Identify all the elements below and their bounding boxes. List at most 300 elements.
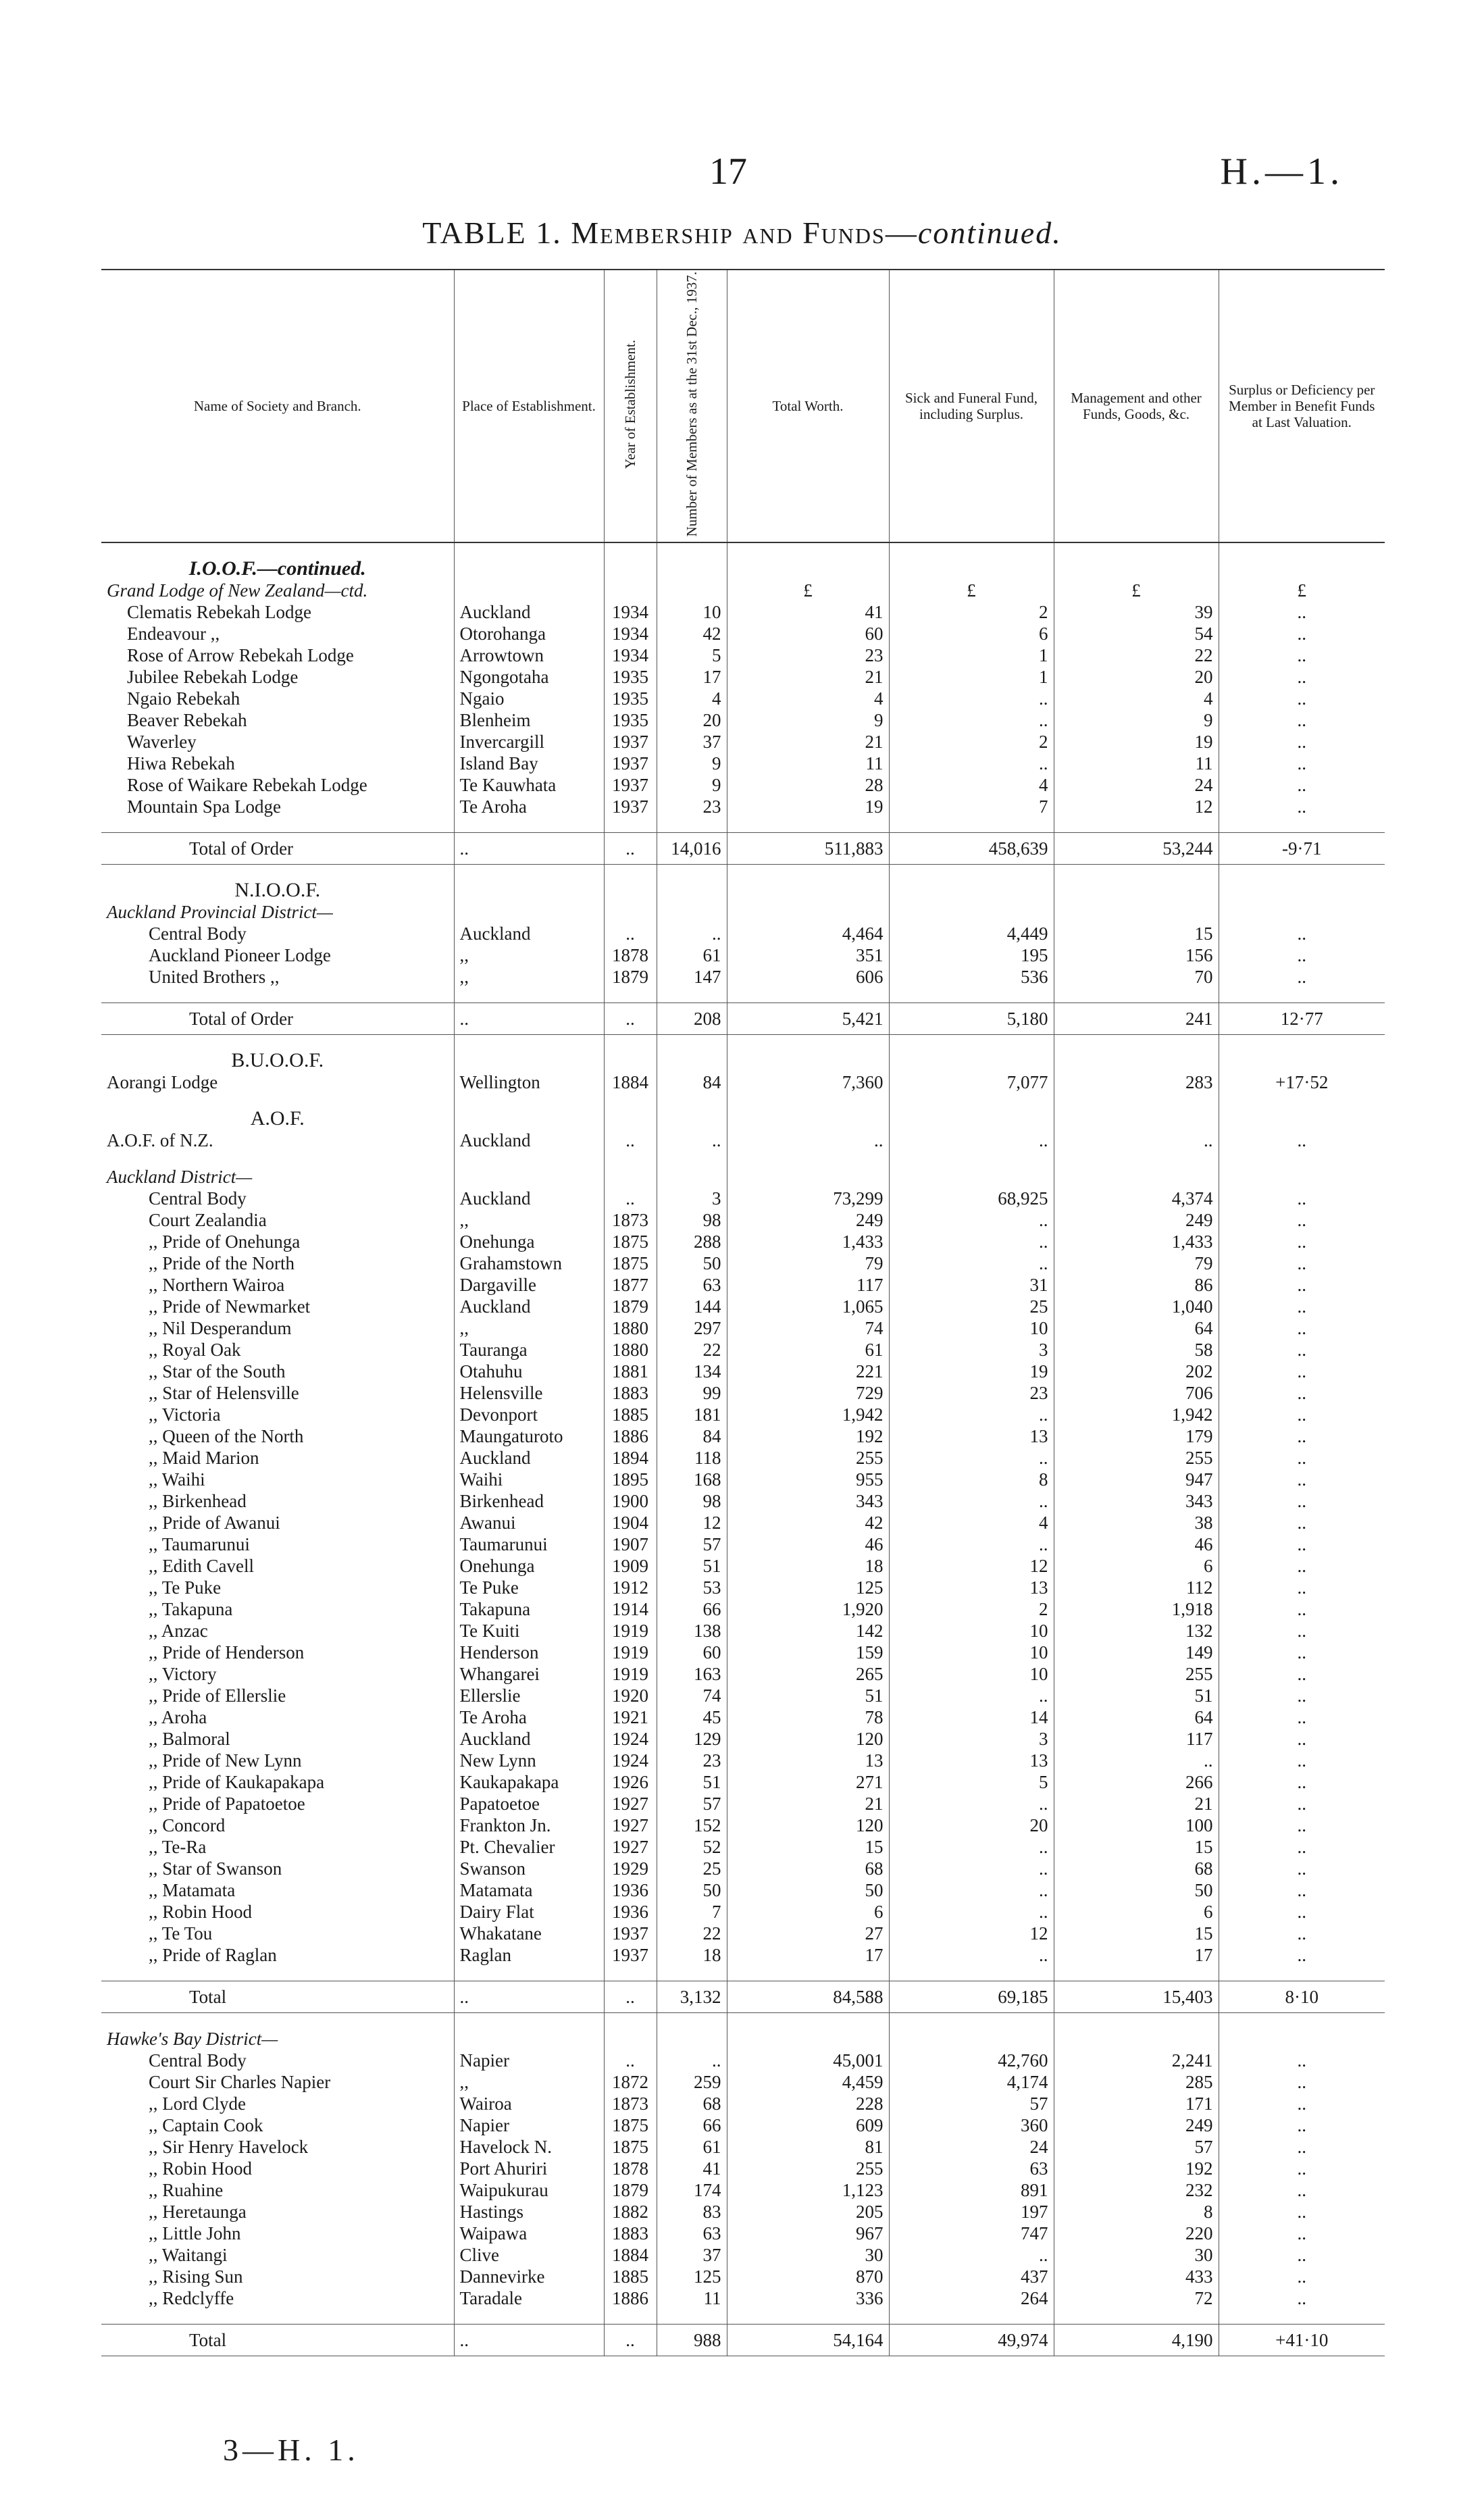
cell-year: 1919 — [604, 1642, 657, 1663]
cell-sick: 6 — [889, 623, 1054, 644]
cell-worth: 19 — [727, 796, 889, 817]
cell-name: A.O.F. of N.Z. — [107, 1129, 213, 1150]
table-row — [101, 2050, 1385, 2071]
cell-sick: 4 — [889, 1512, 1054, 1533]
cell-year: 1884 — [604, 1071, 657, 1093]
cell-year: 1937 — [604, 1944, 657, 1966]
cell-worth: 606 — [727, 966, 889, 988]
section-grand-lodge: Grand Lodge of New Zealand—ctd. — [107, 580, 368, 601]
cell-members: 57 — [657, 1533, 727, 1555]
cell-mgmt: 38 — [1054, 1512, 1219, 1533]
cell-name: ,, Taumarunui — [149, 1533, 250, 1554]
cell-mgmt: 132 — [1054, 1620, 1219, 1642]
cell-mgmt: 220 — [1054, 2223, 1219, 2244]
cell-year: 1886 — [604, 1425, 657, 1447]
cell-mgmt: 54 — [1054, 623, 1219, 644]
cell-members: 168 — [657, 1469, 727, 1490]
table-row — [101, 1317, 1385, 1339]
cell-surplus: .. — [1219, 1425, 1385, 1447]
cell-surplus: .. — [1219, 1296, 1385, 1317]
cell-name: ,, Birkenhead — [149, 1490, 247, 1511]
total-row — [101, 832, 1385, 864]
cell-members: .. — [657, 1129, 727, 1151]
cell-mgmt: 433 — [1054, 2266, 1219, 2287]
cell-surplus: .. — [1219, 2201, 1385, 2223]
table-row — [101, 753, 1385, 774]
cell-place: Helensville — [454, 1382, 604, 1404]
total-members: 3,132 — [657, 1981, 727, 2012]
cell-members: 84 — [657, 1071, 727, 1093]
cell-mgmt: 39 — [1054, 601, 1219, 623]
cell-place: Kaukapakapa — [454, 1771, 604, 1793]
cell-mgmt: 706 — [1054, 1382, 1219, 1404]
total-place: .. — [454, 832, 604, 864]
cell-members: 51 — [657, 1771, 727, 1793]
table-row — [101, 688, 1385, 709]
cell-surplus: .. — [1219, 1879, 1385, 1901]
cell-year: 1935 — [604, 709, 657, 731]
cell-sick: .. — [889, 1447, 1054, 1469]
page-number: 17 — [709, 151, 747, 193]
cell-surplus: .. — [1219, 2179, 1385, 2201]
membership-funds-table — [101, 269, 1385, 2356]
cell-year: 1936 — [604, 1901, 657, 1923]
cell-worth: 255 — [727, 2158, 889, 2179]
cell-surplus: .. — [1219, 601, 1385, 623]
table-row — [101, 1209, 1385, 1231]
cell-worth: 68 — [727, 1858, 889, 1879]
cell-members: 144 — [657, 1296, 727, 1317]
cell-worth: 142 — [727, 1620, 889, 1642]
cell-sick: 10 — [889, 1620, 1054, 1642]
cell-place: Island Bay — [454, 753, 604, 774]
cell-members: 61 — [657, 944, 727, 966]
total-members: 14,016 — [657, 832, 727, 864]
cell-mgmt: 20 — [1054, 666, 1219, 688]
table-row — [101, 2071, 1385, 2093]
cell-name: ,, Little John — [149, 2223, 241, 2243]
cell-name: Aorangi Lodge — [107, 1071, 218, 1092]
table-row — [101, 1836, 1385, 1858]
cell-worth: 1,433 — [727, 1231, 889, 1252]
cell-name: ,, Pride of Awanui — [149, 1512, 280, 1533]
cell-place: Swanson — [454, 1858, 604, 1879]
cell-mgmt: 12 — [1054, 796, 1219, 817]
cell-year: 1881 — [604, 1361, 657, 1382]
cell-worth: 221 — [727, 1361, 889, 1382]
table-header — [101, 270, 1385, 542]
cell-sick: 264 — [889, 2287, 1054, 2309]
cell-sick: .. — [889, 1793, 1054, 1814]
cell-worth: 955 — [727, 1469, 889, 1490]
cell-surplus: .. — [1219, 774, 1385, 796]
cell-members: 9 — [657, 774, 727, 796]
cell-name: Endeavour ,, — [127, 623, 220, 644]
cell-members: 66 — [657, 1598, 727, 1620]
document-reference: H.—1. — [1220, 151, 1344, 193]
table-row — [101, 666, 1385, 688]
cell-place: Takapuna — [454, 1598, 604, 1620]
cell-surplus: .. — [1219, 731, 1385, 753]
cell-year: 1879 — [604, 966, 657, 988]
cell-mgmt: 17 — [1054, 1944, 1219, 1966]
cell-year: 1875 — [604, 1252, 657, 1274]
cell-worth: 11 — [727, 753, 889, 774]
cell-name: Auckland Pioneer Lodge — [149, 944, 331, 965]
cell-worth: 81 — [727, 2136, 889, 2158]
cell-members: 9 — [657, 753, 727, 774]
cell-surplus: .. — [1219, 1901, 1385, 1923]
cell-place: Auckland — [454, 1129, 604, 1151]
cell-members: 259 — [657, 2071, 727, 2093]
cell-name: ,, Pride of New Lynn — [149, 1750, 302, 1771]
cell-year: 1885 — [604, 1404, 657, 1425]
cell-name: ,, Pride of Papatoetoe — [149, 1793, 305, 1814]
cell-mgmt: 192 — [1054, 2158, 1219, 2179]
cell-worth: 9 — [727, 709, 889, 731]
cell-worth: 60 — [727, 623, 889, 644]
section-heading-row — [101, 880, 1385, 901]
table-row — [101, 1620, 1385, 1642]
cell-members: 181 — [657, 1404, 727, 1425]
cell-sick: 10 — [889, 1317, 1054, 1339]
cell-name: Ngaio Rebekah — [127, 688, 240, 709]
cell-year: 1877 — [604, 1274, 657, 1296]
cell-worth: 729 — [727, 1382, 889, 1404]
cell-name: ,, Redclyffe — [149, 2287, 234, 2308]
cell-name: ,, Pride of Onehunga — [149, 1231, 301, 1252]
cell-members: 57 — [657, 1793, 727, 1814]
cell-sick: 12 — [889, 1555, 1054, 1577]
cell-place: Taradale — [454, 2287, 604, 2309]
cell-place: Ellerslie — [454, 1685, 604, 1706]
table-row — [101, 1425, 1385, 1447]
cell-place: Onehunga — [454, 1555, 604, 1577]
cell-surplus: +17·52 — [1219, 1071, 1385, 1093]
cell-mgmt: .. — [1054, 1750, 1219, 1771]
cell-members: 42 — [657, 623, 727, 644]
cell-worth: 249 — [727, 1209, 889, 1231]
cell-members: 23 — [657, 796, 727, 817]
cell-worth: 74 — [727, 1317, 889, 1339]
cell-mgmt: 2,241 — [1054, 2050, 1219, 2071]
cell-worth: 17 — [727, 1944, 889, 1966]
cell-sick: 747 — [889, 2223, 1054, 2244]
cell-sick: 31 — [889, 1274, 1054, 1296]
total-members: 208 — [657, 1002, 727, 1034]
cell-members: 297 — [657, 1317, 727, 1339]
cell-mgmt: 1,433 — [1054, 1231, 1219, 1252]
cell-mgmt: 70 — [1054, 966, 1219, 988]
table-row — [101, 2244, 1385, 2266]
cell-place: Onehunga — [454, 1231, 604, 1252]
cell-year: 1909 — [604, 1555, 657, 1577]
cell-name: ,, Queen of the North — [149, 1425, 304, 1446]
cell-members: 125 — [657, 2266, 727, 2287]
cell-worth: 23 — [727, 644, 889, 666]
cell-worth: 1,920 — [727, 1598, 889, 1620]
cell-name: Rose of Arrow Rebekah Lodge — [127, 644, 354, 665]
cell-name: ,, Ruahine — [149, 2179, 224, 2200]
cell-surplus: .. — [1219, 2266, 1385, 2287]
cell-members: 147 — [657, 966, 727, 988]
cell-surplus: .. — [1219, 1404, 1385, 1425]
total-name: Total of Order — [101, 1002, 454, 1034]
cell-surplus: .. — [1219, 966, 1385, 988]
cell-sick: .. — [889, 1836, 1054, 1858]
table-title-main: Membership and Funds— — [571, 215, 918, 250]
cell-year: 1878 — [604, 944, 657, 966]
cell-name: Central Body — [149, 1188, 247, 1209]
cell-members: 22 — [657, 1923, 727, 1944]
total-surplus: 12·77 — [1219, 1002, 1385, 1034]
cell-name: ,, Northern Wairoa — [149, 1274, 285, 1295]
cell-members: 18 — [657, 1944, 727, 1966]
cell-members: .. — [657, 923, 727, 944]
cell-name: ,, Robin Hood — [149, 2158, 253, 2179]
cell-surplus: .. — [1219, 796, 1385, 817]
cell-members: 20 — [657, 709, 727, 731]
table-row — [101, 1706, 1385, 1728]
total-sick: 5,180 — [889, 1002, 1054, 1034]
table-row — [101, 2136, 1385, 2158]
cell-year: 1883 — [604, 1382, 657, 1404]
cell-worth: 21 — [727, 731, 889, 753]
cell-worth: 78 — [727, 1706, 889, 1728]
cell-sick: 13 — [889, 1577, 1054, 1598]
cell-place: ,, — [454, 944, 604, 966]
cell-name: ,, Pride of Kaukapakapa — [149, 1771, 325, 1792]
cell-members: 51 — [657, 1555, 727, 1577]
cell-worth: 28 — [727, 774, 889, 796]
table-row — [101, 1129, 1385, 1151]
cell-surplus: .. — [1219, 1577, 1385, 1598]
cell-place: Wairoa — [454, 2093, 604, 2114]
cell-worth: 30 — [727, 2244, 889, 2266]
cell-place: Wellington — [454, 1071, 604, 1093]
cell-name: Central Body — [149, 2050, 247, 2071]
cell-name: ,, Waitangi — [149, 2244, 228, 2265]
cell-sick: 4,449 — [889, 923, 1054, 944]
cell-sick: 3 — [889, 1728, 1054, 1750]
cell-name: Waverley — [127, 731, 197, 752]
total-mgmt: 241 — [1054, 1002, 1219, 1034]
cell-name: Mountain Spa Lodge — [127, 796, 281, 817]
cell-name: Clematis Rebekah Lodge — [127, 601, 311, 622]
total-year: .. — [604, 1981, 657, 2012]
cell-surplus: .. — [1219, 2136, 1385, 2158]
cell-members: 99 — [657, 1382, 727, 1404]
cell-worth: 967 — [727, 2223, 889, 2244]
cell-place: Auckland — [454, 1447, 604, 1469]
cell-surplus: .. — [1219, 688, 1385, 709]
col-header-sick: Sick and Funeral Fund, including Surplus. — [889, 270, 1054, 542]
section-heading-row — [101, 1108, 1385, 1129]
cell-mgmt: 64 — [1054, 1317, 1219, 1339]
col-header-name: Name of Society and Branch. — [101, 270, 454, 542]
cell-name: ,, Takapuna — [149, 1598, 233, 1619]
cell-sick: .. — [889, 688, 1054, 709]
cell-year: 1937 — [604, 796, 657, 817]
cell-surplus: .. — [1219, 1706, 1385, 1728]
total-mgmt: 53,244 — [1054, 832, 1219, 864]
cell-name: ,, Concord — [149, 1814, 226, 1835]
cell-sick: 57 — [889, 2093, 1054, 2114]
cell-year: 1873 — [604, 1209, 657, 1231]
section-ioof: I.O.O.F.—continued. — [188, 557, 366, 580]
cell-mgmt: 249 — [1054, 1209, 1219, 1231]
table-row — [101, 1490, 1385, 1512]
cell-worth: 609 — [727, 2114, 889, 2136]
table-row — [101, 1447, 1385, 1469]
cell-name: ,, Star of the South — [149, 1361, 286, 1381]
cell-sick: .. — [889, 709, 1054, 731]
cell-surplus: .. — [1219, 709, 1385, 731]
table-row — [101, 2093, 1385, 2114]
cell-sick: 19 — [889, 1361, 1054, 1382]
total-mgmt: 4,190 — [1054, 2324, 1219, 2356]
cell-year: 1875 — [604, 1231, 657, 1252]
cell-year: 1882 — [604, 2201, 657, 2223]
cell-surplus: .. — [1219, 2071, 1385, 2093]
cell-name: ,, Pride of the North — [149, 1252, 295, 1273]
cell-sick: 5 — [889, 1771, 1054, 1793]
cell-year: 1873 — [604, 2093, 657, 2114]
cell-surplus: .. — [1219, 1129, 1385, 1151]
cell-sick: .. — [889, 1901, 1054, 1923]
cell-sick: 7 — [889, 796, 1054, 817]
cell-members: 118 — [657, 1447, 727, 1469]
section-heading-row — [101, 901, 1385, 923]
cell-place: Te Kauwhata — [454, 774, 604, 796]
cell-name: ,, Aroha — [149, 1706, 207, 1727]
cell-members: 45 — [657, 1706, 727, 1728]
cell-members: 129 — [657, 1728, 727, 1750]
cell-surplus: .. — [1219, 1771, 1385, 1793]
table-row — [101, 944, 1385, 966]
cell-year: 1904 — [604, 1512, 657, 1533]
cell-name: ,, Maid Marion — [149, 1447, 259, 1468]
table-row — [101, 1339, 1385, 1361]
cell-mgmt: 58 — [1054, 1339, 1219, 1361]
cell-sick: .. — [889, 2244, 1054, 2266]
cell-place: Raglan — [454, 1944, 604, 1966]
cell-name: ,, Anzac — [149, 1620, 208, 1641]
cell-place: Taumarunui — [454, 1533, 604, 1555]
cell-sick: 4,174 — [889, 2071, 1054, 2093]
cell-place: Auckland — [454, 1296, 604, 1317]
cell-place: Frankton Jn. — [454, 1814, 604, 1836]
cell-members: 63 — [657, 2223, 727, 2244]
table-title-suffix: continued. — [917, 215, 1062, 250]
total-sick: 69,185 — [889, 1981, 1054, 2012]
cell-mgmt: 149 — [1054, 1642, 1219, 1663]
cell-worth: 73,299 — [727, 1188, 889, 1209]
cell-place: Napier — [454, 2050, 604, 2071]
section-heading: B.U.O.O.F. — [231, 1049, 324, 1071]
cell-members: 12 — [657, 1512, 727, 1533]
cell-year: 1894 — [604, 1447, 657, 1469]
cell-members: .. — [657, 2050, 727, 2071]
cell-members: 50 — [657, 1252, 727, 1274]
cell-name: ,, Sir Henry Havelock — [149, 2136, 309, 2157]
membership-table-container — [101, 269, 1385, 2356]
cell-sick: 891 — [889, 2179, 1054, 2201]
cell-sick: .. — [889, 1533, 1054, 1555]
cell-place: Matamata — [454, 1879, 604, 1901]
table-row — [101, 1404, 1385, 1425]
cell-name: ,, Star of Swanson — [149, 1858, 282, 1879]
cell-surplus: .. — [1219, 1642, 1385, 1663]
cell-place: Auckland — [454, 923, 604, 944]
table-row — [101, 1577, 1385, 1598]
cell-year: 1937 — [604, 774, 657, 796]
cell-surplus: .. — [1219, 1274, 1385, 1296]
table-row — [101, 1814, 1385, 1836]
cell-place: ,, — [454, 2071, 604, 2093]
section-heading: Auckland District— — [107, 1166, 253, 1187]
total-surplus: 8·10 — [1219, 1981, 1385, 2012]
cell-members: 138 — [657, 1620, 727, 1642]
cell-sick: .. — [889, 1879, 1054, 1901]
cell-year: 1914 — [604, 1598, 657, 1620]
cell-place: Havelock N. — [454, 2136, 604, 2158]
cell-sick: 13 — [889, 1425, 1054, 1447]
table-row — [101, 796, 1385, 817]
cell-place: Auckland — [454, 1728, 604, 1750]
cell-name: ,, Lord Clyde — [149, 2093, 246, 2114]
cell-place: New Lynn — [454, 1750, 604, 1771]
cell-sick: 14 — [889, 1706, 1054, 1728]
cell-members: 25 — [657, 1858, 727, 1879]
cell-surplus: .. — [1219, 1512, 1385, 1533]
cell-members: 50 — [657, 1879, 727, 1901]
cell-mgmt: 15 — [1054, 923, 1219, 944]
cell-mgmt: 15 — [1054, 1923, 1219, 1944]
total-place: .. — [454, 2324, 604, 2356]
cell-worth: 870 — [727, 2266, 889, 2287]
table-row — [101, 1231, 1385, 1252]
cell-place: Tauranga — [454, 1339, 604, 1361]
table-row — [101, 1750, 1385, 1771]
cell-surplus: .. — [1219, 1663, 1385, 1685]
cell-surplus: .. — [1219, 753, 1385, 774]
cell-worth: 21 — [727, 1793, 889, 1814]
cell-place: Awanui — [454, 1512, 604, 1533]
cell-year: 1924 — [604, 1750, 657, 1771]
table-row — [101, 1923, 1385, 1944]
cell-mgmt: 4 — [1054, 688, 1219, 709]
cell-name: Hiwa Rebekah — [127, 753, 235, 773]
cell-year: 1875 — [604, 2114, 657, 2136]
cell-surplus: .. — [1219, 1252, 1385, 1274]
cell-members: 84 — [657, 1425, 727, 1447]
cell-worth: 41 — [727, 601, 889, 623]
section-heading: A.O.F. — [250, 1107, 305, 1129]
cell-worth: 7,360 — [727, 1071, 889, 1093]
currency-symbol: £ — [1054, 580, 1219, 601]
cell-year: 1880 — [604, 1317, 657, 1339]
cell-sick: 2 — [889, 731, 1054, 753]
cell-place: Ngaio — [454, 688, 604, 709]
total-name: Total — [101, 2324, 454, 2356]
cell-members: 98 — [657, 1490, 727, 1512]
cell-mgmt: 6 — [1054, 1555, 1219, 1577]
cell-mgmt: 100 — [1054, 1814, 1219, 1836]
table-row — [101, 2266, 1385, 2287]
cell-name: ,, Matamata — [149, 1879, 236, 1900]
cell-year: 1912 — [604, 1577, 657, 1598]
